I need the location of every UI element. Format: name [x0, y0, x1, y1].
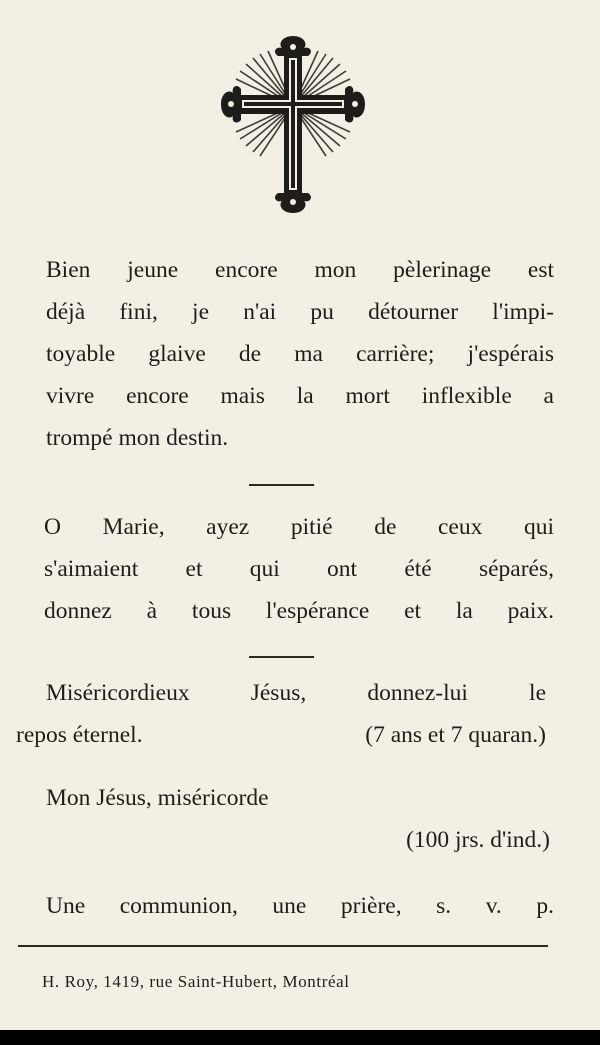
- text-line: Mon Jésus, miséricorde: [46, 785, 269, 811]
- indulgence-note: (7 ans et 7 quaran.): [365, 722, 546, 748]
- epitaph-paragraph: [46, 249, 554, 459]
- divider: [249, 484, 314, 486]
- text-line: donnez à tous l'espérance et la paix.: [44, 598, 554, 624]
- text-line: trompé mon destin.: [46, 425, 229, 451]
- text-fragment: repos éternel.: [16, 722, 143, 748]
- text-line: s'aimaient et qui ont été séparés,: [44, 556, 554, 582]
- invocation-paragraph: [46, 777, 550, 861]
- text-line: Une communion, une prière, s. v. p.: [46, 893, 554, 919]
- text-line: O Marie, ayez pitié de ceux qui: [44, 514, 554, 540]
- footer-rule: [18, 945, 548, 947]
- text-line: Miséricordieux Jésus, donnez-lui le: [46, 680, 546, 706]
- prayer-to-mary-paragraph: [44, 506, 554, 632]
- text-line: vivre encore mais la mort inflexible a: [46, 383, 554, 409]
- text-line: toyable glaive de ma carrière; j'espérais: [46, 341, 554, 367]
- text-line: Bien jeune encore mon pèlerinage est: [46, 257, 554, 283]
- request-paragraph: [46, 885, 554, 927]
- ornate-cross-icon: [220, 34, 366, 214]
- indulgence-note: (100 jrs. d'ind.): [406, 827, 550, 853]
- prayer-to-jesus-paragraph: [16, 672, 546, 756]
- printer-imprint: H. Roy, 1419, rue Saint-Hubert, Montréal: [42, 972, 350, 991]
- divider: [249, 656, 314, 658]
- text-line: [16, 714, 546, 756]
- text-line: déjà fini, je n'ai pu détourner l'impi-: [46, 299, 554, 325]
